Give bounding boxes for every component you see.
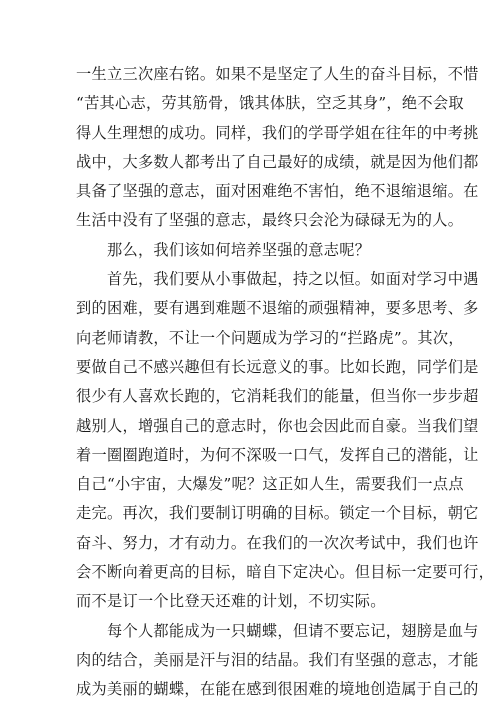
paragraph-4 <box>76 617 479 705</box>
text-line: “苦其心志，劳其筋骨，饿其体肤，空乏其身”，绝不会取 <box>76 94 464 113</box>
text-line: 生活中没有了坚强的意志，最终只会沦为碌碌无为的人。 <box>76 211 464 230</box>
text-line: 着一圈圈跑道时，为何不深吸一口气，发挥自己的潜能，让 <box>76 445 479 464</box>
text-line: 会不断向着更高的目标，暗自下定决心。但目标一定要可行， <box>76 563 495 582</box>
text-line: 战中，大多数人都考出了自己最好的成绩，就是因为他们都 <box>76 152 479 171</box>
text-line: 很少有人喜欢长跑的，它消耗我们的能量，但当你一步步超 <box>76 387 479 406</box>
text-line: 自己“小宇宙，大爆发”呢？这正如人生，需要我们一点点 <box>76 475 464 494</box>
text-line: 走完。再次，我们要制订明确的目标。锁定一个目标，朝它 <box>76 504 479 523</box>
paragraph-1 <box>76 60 479 236</box>
text-line: 首先，我们要从小事做起，持之以恒。如面对学习中遇 <box>76 270 479 289</box>
paragraph-2 <box>76 236 428 265</box>
text-line: 每个人都能成为一只蝴蝶，但请不要忘记，翅膀是血与 <box>76 621 479 640</box>
text-line: 得人生理想的成功。同样，我们的学哥学姐在往年的中考挑 <box>76 123 479 142</box>
text-line: 一生立三次座右铭。如果不是坚定了人生的奋斗目标，不惜 <box>76 65 479 83</box>
text-line: 肉的结合，美丽是汗与泪的结晶。我们有坚强的意志，才能 <box>76 650 479 669</box>
text-line: 越别人，增强自己的意志时，你也会因此而自豪。当我们望 <box>76 416 479 435</box>
text-line: 向老师请教，不让一个问题成为学习的“拦路虎”。其次， <box>76 328 464 347</box>
text-line: 那么，我们该如何培养坚强的意志呢？ <box>76 240 371 259</box>
text-line: 奋斗、努力，才有动力。在我们的一次次考试中，我们也许 <box>76 533 479 552</box>
text-line: 而不是订一个比登天还难的计划，不切实际。 <box>76 592 386 611</box>
document-body <box>76 60 495 705</box>
text-line: 到的困难，要有遇到难题不退缩的顽强精神，要多思考、多 <box>76 299 479 318</box>
text-line: 要做自己不感兴趣但有长远意义的事。比如长跑，同学们是 <box>76 357 479 376</box>
paragraph-3 <box>76 265 495 617</box>
text-line: 成为美丽的蝴蝶，在能在感到很困难的境地创造属于自己的 <box>76 680 479 699</box>
text-line: 具备了坚强的意志，面对困难绝不害怕，绝不退缩退缩。在 <box>76 182 479 201</box>
